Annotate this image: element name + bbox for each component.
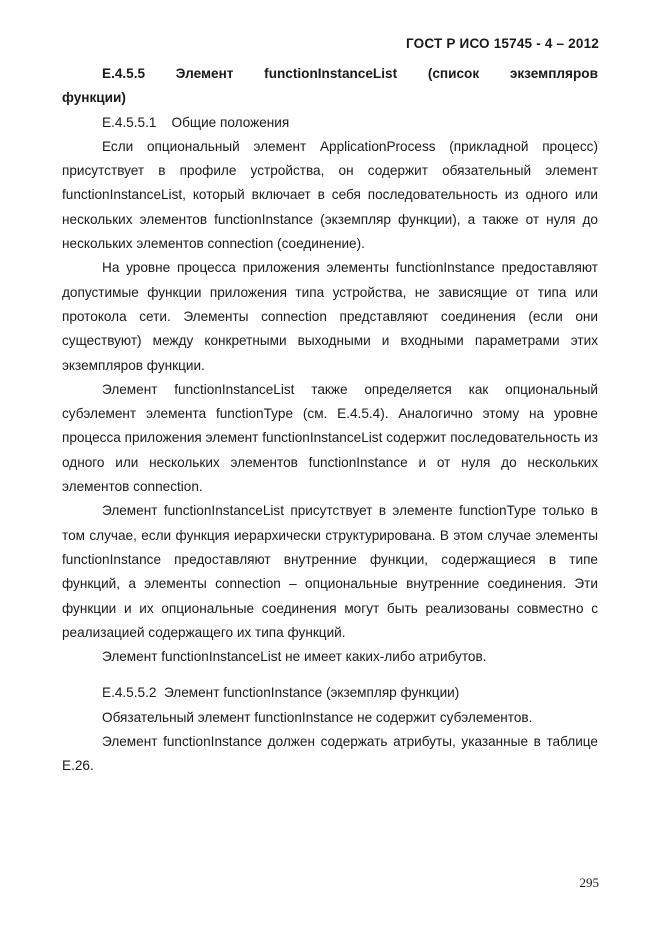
paragraph: Элемент functionInstance должен содержать атрибуты, указанные в таблице E.26. xyxy=(62,734,598,774)
paragraph: Если опциональный элемент ApplicationProcess (прикладной процесс) присутствует в профиле устройства, он содержит обязательный элемент functionInstanceList, который включает в себя последовательность из одного или нескольких элементов functionInstance (экземпляр функции), а также от нуля до нескольких элементов connection (соединение). xyxy=(62,138,598,252)
subsection-title-1: E.4.5.5.1 Общие положения xyxy=(102,114,290,130)
standard-header: ГОСТ Р ИСО 15745 - 4 – 2012 xyxy=(406,36,599,51)
paragraph: На уровне процесса приложения элементы functionInstance предоставляют допустимые функции приложения типа устройства, не зависящие от типа или протокола сети. Элементы connection представляют соединения (если они существуют) между конкретными выходными и входными параметрами этих экземпляров функции. xyxy=(62,260,598,373)
document-body xyxy=(62,62,598,779)
paragraph: Элемент functionInstanceList также определяется как опциональный субэлемент элемента functionType (см. E.4.5.4). Аналогично этому на уровне процесса приложения элемент functionInstanceList содержит последовательность из одного или нескольких элементов functionInstance и от нуля до нескольких элементов connection. xyxy=(62,381,598,495)
section-heading-line xyxy=(62,62,598,86)
paragraph: Обязательный элемент functionInstance не содержит субэлементов. xyxy=(102,709,533,725)
section-heading-continuation: функции) xyxy=(62,90,126,106)
section-element-name: functionInstanceList xyxy=(264,66,398,81)
paragraph: Элемент functionInstanceList не имеет каких-либо атрибутов. xyxy=(102,649,487,665)
section-word: Элемент xyxy=(175,66,234,81)
section-tail-1: (список xyxy=(427,66,480,81)
spacer xyxy=(62,669,598,681)
subsection-title-2: E.4.5.5.2 Элемент functionInstance (экземпляр функции) xyxy=(102,685,460,701)
section-heading xyxy=(62,62,598,111)
page-number: 295 xyxy=(579,875,599,890)
section-number: E.4.5.5 xyxy=(102,66,146,81)
paragraph: Элемент functionInstanceList присутствует в элементе functionType только в том случае, если функция иерархически структурирована. В этом случае элементы functionInstance предоставляют внутренние функции, содержащиеся в типе функций, а элементы connection – опциональные внутренние соединения. Эти функции и их опциональные соединения могут быть реализованы совместно с реализацией содержащего их типа функций. xyxy=(62,503,598,640)
section-tail-2: экземпляров xyxy=(509,66,598,81)
